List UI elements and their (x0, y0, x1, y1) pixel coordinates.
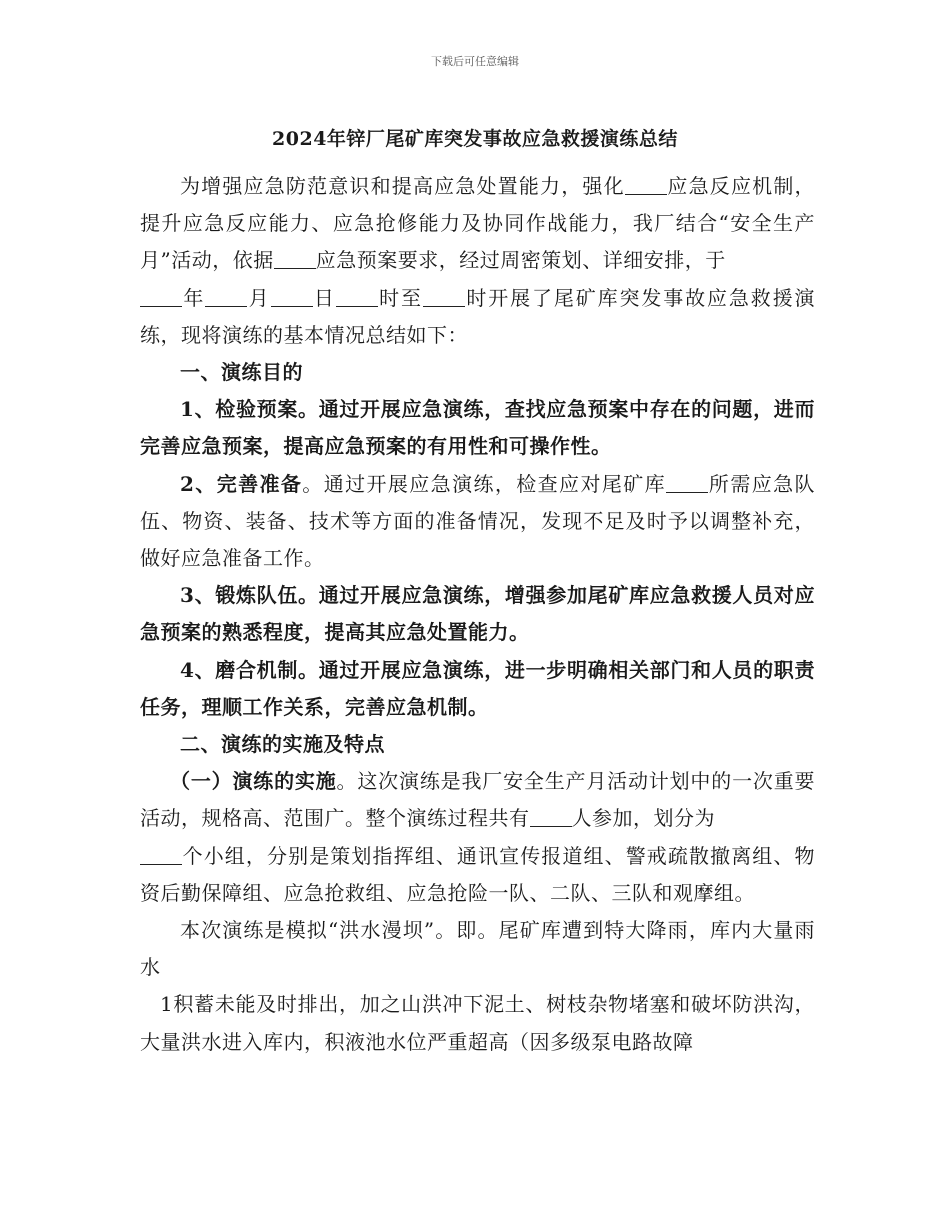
blank (140, 844, 182, 865)
purpose-item-2: 2、完善准备。通过开展应急演练，检查应对尾矿库 所需应急队伍、物资、装备、技术等方面的准备情况，发现不足及时予以调整补充，做好应急准备工作。 (140, 471, 816, 571)
blank (423, 286, 465, 307)
implementation-paragraph: （一）演练的实施。这次演练是我厂安全生产月活动计划中的一次重要活动，规格高、范围广。整个演练过程共有 人参加，划分为 个小组，分别是策划指挥组、通讯宣传报道组、警戒疏散撤离组、物资后勤保障组、应急抢救组、应急抢险一队、二队、三队和观摩组。 (140, 769, 816, 905)
intro-paragraph: 为增强应急防范意识和提高应急处置能力，强化 应急反应机制，提升应急反应能力、应急抢修能力及协同作战能力，我厂结合“安全生产月”活动，依据 应急预案要求，经过周密策划、详细安排，于 年 月 日 时至 时开展了尾矿库突发事故应急救援演练，现将演练的基本情况总结如下： (140, 174, 816, 347)
blank (140, 286, 182, 307)
blank (666, 472, 708, 493)
blank (530, 806, 572, 827)
blank (205, 286, 247, 307)
section-heading: 二、演练的实施及特点 (180, 732, 385, 757)
document-title: 2024年锌厂尾矿库突发事故应急救援演练总结 (272, 128, 678, 150)
section-heading: 一、演练目的 (180, 360, 303, 385)
page-header: 下载后可任意编辑 (431, 55, 519, 68)
purpose-item-4: 4、磨合机制。通过开展应急演练，进一步明确相关部门和人员的职责任务，理顺工作关系，完善应急机制。 (140, 657, 815, 719)
purpose-item-1: 1、检验预案。通过开展应急演练，查找应急预案中存在的问题，进而完善应急预案，提高应急预案的有用性和可操作性。 (140, 397, 815, 459)
blank (336, 286, 378, 307)
simulation-paragraph: 本次演练是模拟“洪水漫坝”。即。尾矿库遭到特大降雨，库内大量雨水 (140, 918, 815, 980)
continuation-paragraph: 1积蓄未能及时排出，加之山洪冲下泥土、树枝杂物堵塞和破坏防洪沟，大量洪水进入库内，积液池水位严重超高（因多级泵电路故障 (140, 992, 815, 1054)
blank (271, 286, 313, 307)
document-body (140, 168, 815, 1061)
purpose-item-3: 3、锻炼队伍。通过开展应急演练，增强参加尾矿库应急救援人员对应急预案的熟悉程度，提高其应急处置能力。 (140, 583, 815, 645)
blank (274, 248, 316, 269)
blank (625, 174, 667, 195)
